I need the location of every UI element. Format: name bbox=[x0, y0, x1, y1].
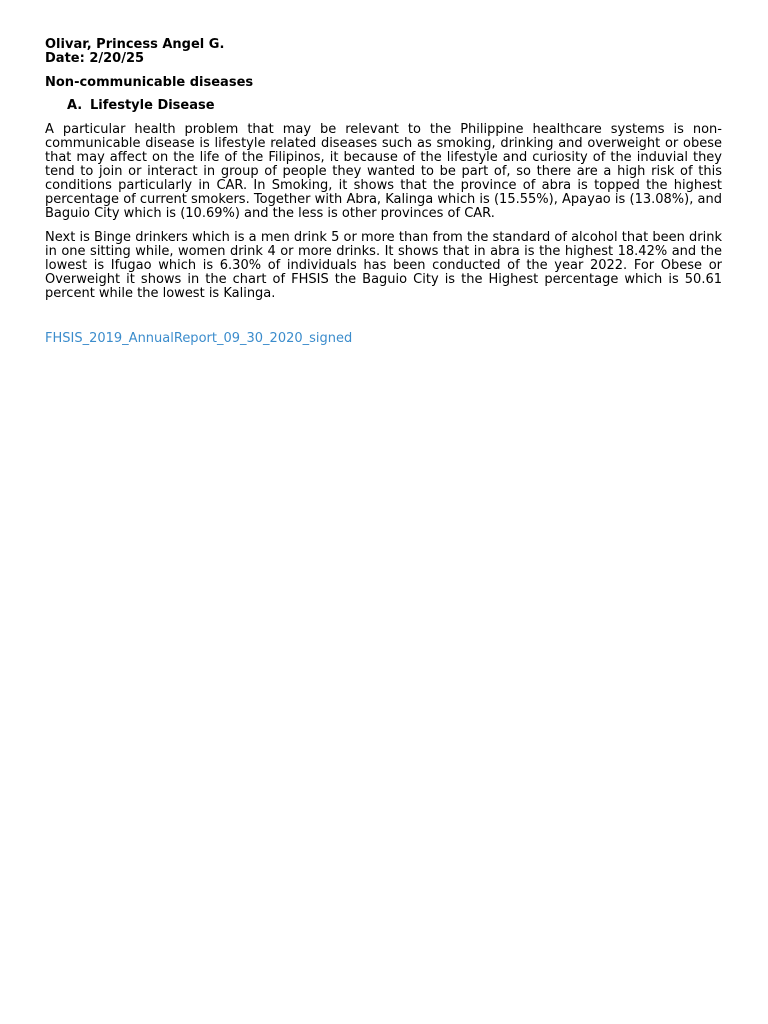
body-paragraph-2: Next is Binge drinkers which is a men drink 5 or more than from the standard of alcohol that been drink in one sitting while, women drink 4 or more drinks. It shows that in abra is the highest 18.42% and the lowest is Ifugao which is 6.30% of individuals has been conducted of the year 2022. For Obese or Overweight it shows in the chart of FHSIS the Baguio City is the Highest percentage which is 50.61 percent while the lowest is Kalinga. bbox=[45, 230, 722, 301]
section-title: Non-communicable diseases bbox=[45, 75, 254, 90]
subsection-heading bbox=[67, 99, 722, 113]
reference-link[interactable]: FHSIS_2019_AnnualReport_09_30_2020_signed bbox=[45, 331, 353, 346]
document-date: Date: 2/20/25 bbox=[45, 51, 145, 66]
author-name: Olivar, Princess Angel G. bbox=[45, 37, 225, 52]
list-marker: A. bbox=[67, 98, 83, 113]
subsection-title: Lifestyle Disease bbox=[90, 98, 215, 113]
body-paragraph-1: A particular health problem that may be relevant to the Philippine healthcare systems is non-communicable disease is lifestyle related diseases such as smoking, drinking and overweight or obese that may affect on the life of the Filipinos, it because of the lifestyle and curiosity of the induvial they tend to join or interact in group of people they wanted to be part of, so there are a high risk of this conditions particularly in CAR. In Smoking, it shows that the province of abra is topped the highest percentage of current smokers. Together with Abra, Kalinga which is (15.55%), Apayao is (13.08%), and Baguio City which is (10.69%) and the less is other provinces of CAR. bbox=[45, 122, 722, 221]
